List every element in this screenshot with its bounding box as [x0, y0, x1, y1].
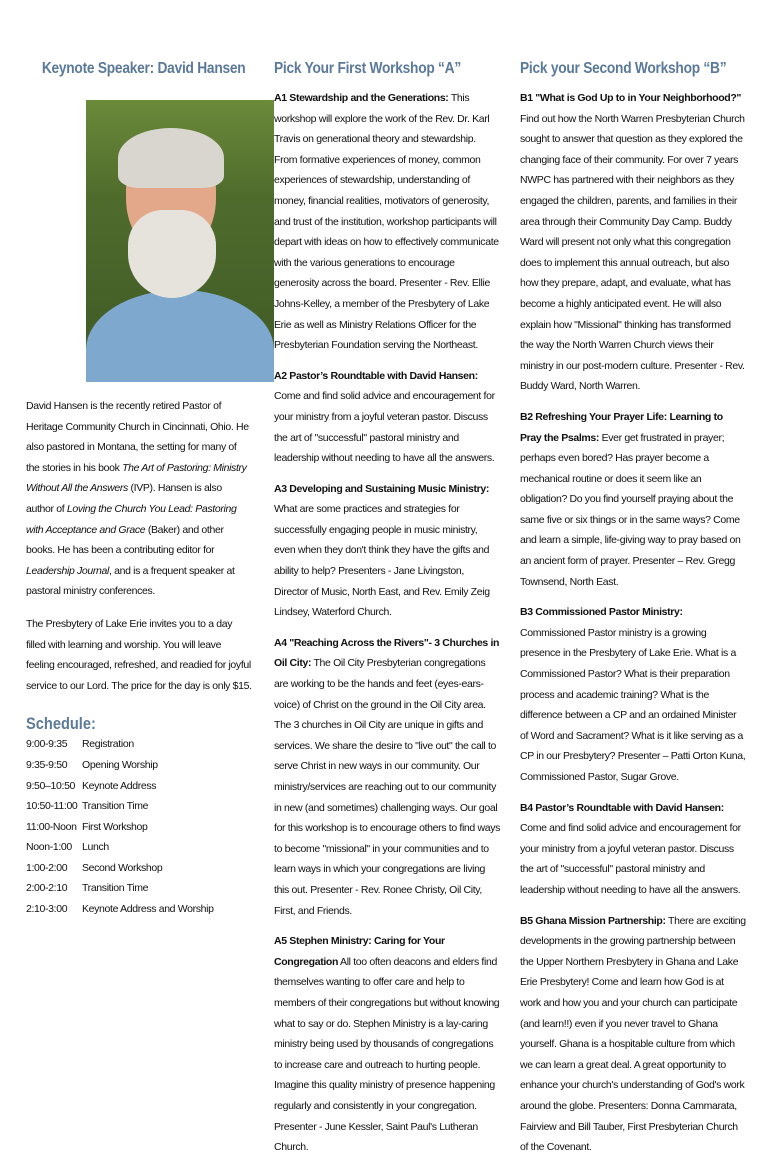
- schedule-time: Noon-1:00: [26, 841, 72, 854]
- workshop-item: [520, 407, 746, 592]
- schedule-item: Keynote Address and Worship: [82, 903, 214, 916]
- workshop-description: What are some practices and strategies for successfully engaging people in music ministry, even when they don't think they have the gifts and ability to help? Presenters - Jane Livingston, Director of Music, North East, and Rev. Emily Zeig Lindsey, Waterford Church.: [274, 503, 490, 619]
- bio-text: (Baker) and other books. He has been a contributing editor for: [26, 523, 224, 557]
- workshop-description: There are exciting developments in the growing partnership between the Upper Northern Presbytery in Ghana and Lake Erie Presbytery! Come and learn how God is at work and how you and your church can participate (and learn!!) even if you never travel to Ghana yourself. Ghana is a hospitable culture from which we can learn a great deal. A great opportunity to enhance your church's understanding of God's work around the globe. Presenters: Donna Cammarata, Fairview and Bill Tauber, First Presbyterian Church of the Covenant.: [520, 914, 746, 1154]
- schedule-row: [26, 878, 252, 899]
- workshop-description: All too often deacons and elders find themselves wanting to offer care and help to members of their congregations but without knowing what to say or do. Stephen Ministry is a lay-caring ministry being used by thousands of congregations to increase care and outreach to hurting people. Imagine this quality ministry of presence happening regularly and consistently in your congregation. Presenter - June Kessler, Saint Paul's Lutheran Church.: [274, 955, 500, 1154]
- book-title: The Art of Pastoring: Ministry Without All the Answers: [26, 461, 247, 495]
- schedule-row: [26, 796, 252, 817]
- book-title: Leadership Journal: [26, 564, 110, 577]
- schedule-item: Registration: [82, 738, 134, 751]
- workshop-title: B4 Pastor’s Roundtable with David Hansen:: [520, 801, 724, 814]
- workshop-title: A3 Developing and Sustaining Music Ministry:: [274, 482, 490, 495]
- schedule-time: 2:10-3:00: [26, 903, 68, 916]
- workshop-item: [520, 911, 746, 1158]
- workshop-a-column: [274, 60, 500, 1158]
- bio-text: , and is a frequent speaker at pastoral ministry conferences.: [26, 564, 235, 598]
- schedule-time: 10:50-11:00: [26, 800, 78, 813]
- schedule-time: 9:35-9:50: [26, 758, 68, 771]
- workshop-description: Ever get frustrated in prayer; perhaps even bored? Has prayer become a mechanical routine or does it seem like an obligation? Do you find yourself praying about the same five or six things or in the same ways? Come and learn a simple, life-giving way to pray based on an ancient form of prayer. Presenter – Rev. Gregg Townsend, North East.: [520, 431, 741, 588]
- workshop-item: [274, 88, 500, 356]
- workshop-description: Commissioned Pastor ministry is a growing presence in the Presbytery of Lake Erie. What is a Commissioned Pastor? What is their preparation process and academic training? What is the difference between a CP and an ordained Minister of Word and Sacrament? What is it like serving as a CP in our Presbytery? Presenter – Patti Orton Kuna, Commissioned Pastor, Sugar Grove.: [520, 626, 746, 783]
- schedule-item: Second Workshop: [82, 861, 163, 874]
- schedule-time: 2:00-2:10: [26, 882, 68, 895]
- book-title: Loving the Church You Lead: Pastoring with Acceptance and Grace: [26, 502, 237, 536]
- keynote-heading: Keynote Speaker: David Hansen: [41, 60, 246, 77]
- workshop-title: B3 Commissioned Pastor Ministry:: [520, 606, 683, 619]
- workshop-title: A4 "Reaching Across the Rivers"- 3 Churches in Oil City:: [274, 636, 500, 670]
- bio-text: (IVP). Hansen is also author of: [26, 482, 222, 515]
- workshop-item: [520, 798, 746, 901]
- schedule-item: Transition Time: [82, 800, 149, 813]
- schedule-time: 9:00-9:35: [26, 738, 68, 751]
- workshop-title: B5 Ghana Mission Partnership:: [520, 914, 666, 927]
- workshop-item: [274, 633, 500, 921]
- workshop-description: Come and find solid advice and encouragement for your ministry from a joyful veteran pastor. Discuss the art of "successful" pastoral ministry and leadership without needing to have all the answers.: [520, 822, 741, 896]
- workshop-title: A1 Stewardship and the Generations:: [274, 92, 449, 104]
- schedule-row: [26, 776, 252, 797]
- workshop-a-heading: Pick Your First Workshop “A”: [274, 60, 461, 77]
- workshop-title: B2 Refreshing Your Prayer Life: Learning to Pray the Psalms:: [520, 410, 723, 444]
- schedule-title: Schedule:: [26, 714, 96, 734]
- schedule-item: Opening Worship: [82, 758, 158, 771]
- workshop-b-column: [520, 60, 746, 1158]
- speaker-bio: [26, 396, 252, 602]
- bio-text: David Hansen is the recently retired Pastor of Heritage Community Church in Cincinnati, Ohio. He also pastored in Montana, the setting for many of the stories in his book: [26, 400, 249, 474]
- schedule-item: First Workshop: [82, 820, 148, 833]
- workshop-b-heading: Pick your Second Workshop “B”: [520, 60, 727, 77]
- schedule-time: 9:50–10:50: [26, 779, 76, 792]
- workshop-description: Come and find solid advice and encouragement for your ministry from a joyful veteran pastor. Discuss the art of "successful" pastoral ministry and leadership without needing to have all the answers.: [274, 390, 495, 465]
- schedule-list: [26, 734, 252, 919]
- workshop-item: [274, 366, 500, 469]
- schedule-time: 11:00-Noon: [26, 820, 77, 833]
- keynote-column: [26, 60, 252, 920]
- workshop-b-list: [520, 88, 746, 1158]
- workshop-a-list: [274, 88, 500, 1158]
- schedule-item: Lunch: [82, 841, 109, 854]
- workshop-item: [520, 602, 746, 787]
- workshop-title: B1 "What is God Up to in Your Neighborhood?": [520, 92, 742, 104]
- workshop-description: This workshop will explore the work of the Rev. Dr. Karl Travis on generational theory and stewardship. From formative experiences of money, common experiences of stewardship, understanding of money, financial realities, motivators of generosity, and trust of the institution, workshop participants will depart with ideas on how to effectively communicate with the various generations to encourage generosity across the board. Presenter - Rev. Ellie Johns-Kelley, a member of the Presbytery of Lake Erie as well as Ministry Relations Officer for the Presbyterian Foundation serving the Northeast.: [274, 92, 499, 352]
- schedule-row: [26, 817, 252, 838]
- schedule-row: [26, 899, 252, 920]
- workshop-description: Find out how the North Warren Presbyterian Church sought to answer that question as they explored the changing face of their community. For over 7 years NWPC has partnered with their neighbors as they engaged the children, parents, and families in their area through their Community Day Camp. Buddy Ward will present not only what this congregation does to implement this annual outreach, but also how they prepare, adapt, and evaluate, what has become a highly anticipated event. He will also explain how "Missional" thinking has transformed the way the North Warren Church views their ministry in our post-modern culture. Presenter - Rev. Buddy Ward, North Warren.: [520, 112, 745, 393]
- schedule-time: 1:00-2:00: [26, 861, 68, 874]
- schedule-item: Keynote Address: [82, 779, 157, 792]
- schedule-row: [26, 755, 252, 776]
- schedule-row: [26, 734, 252, 755]
- speaker-photo: [86, 100, 274, 382]
- workshop-description: The Oil City Presbyterian congregations are working to be the hands and feet (eyes-ears-voice) of Christ on the ground in the Oil City area. The 3 churches in Oil City are unique in gifts and services. We share the desire to "live out" the call to serve Christ in new ways in our community. Our ministry/services are reaching out to our community in new (and sometimes) challenging ways. Our goal for this workshop is to encourage others to find ways to become "missional" in your communities and to learn ways in which your congregations are living this out. Presenter - Rev. Ronee Christy, Oil City, First, and Friends.: [274, 657, 500, 917]
- schedule-row: [26, 837, 252, 858]
- workshop-title: A5 Stephen Ministry: Caring for Your Congregation: [274, 935, 445, 968]
- workshop-item: [520, 88, 746, 397]
- schedule-row: [26, 858, 252, 879]
- workshop-item: [274, 931, 500, 1158]
- workshop-title: A2 Pastor’s Roundtable with David Hansen:: [274, 369, 478, 382]
- schedule-item: Transition Time: [82, 882, 149, 895]
- invitation-text: The Presbytery of Lake Erie invites you to a day filled with learning and worship. You will leave feeling encouraged, refreshed, and readied for joyful service to our Lord. The price for the day is only $15.: [26, 617, 252, 692]
- workshop-item: [274, 479, 500, 623]
